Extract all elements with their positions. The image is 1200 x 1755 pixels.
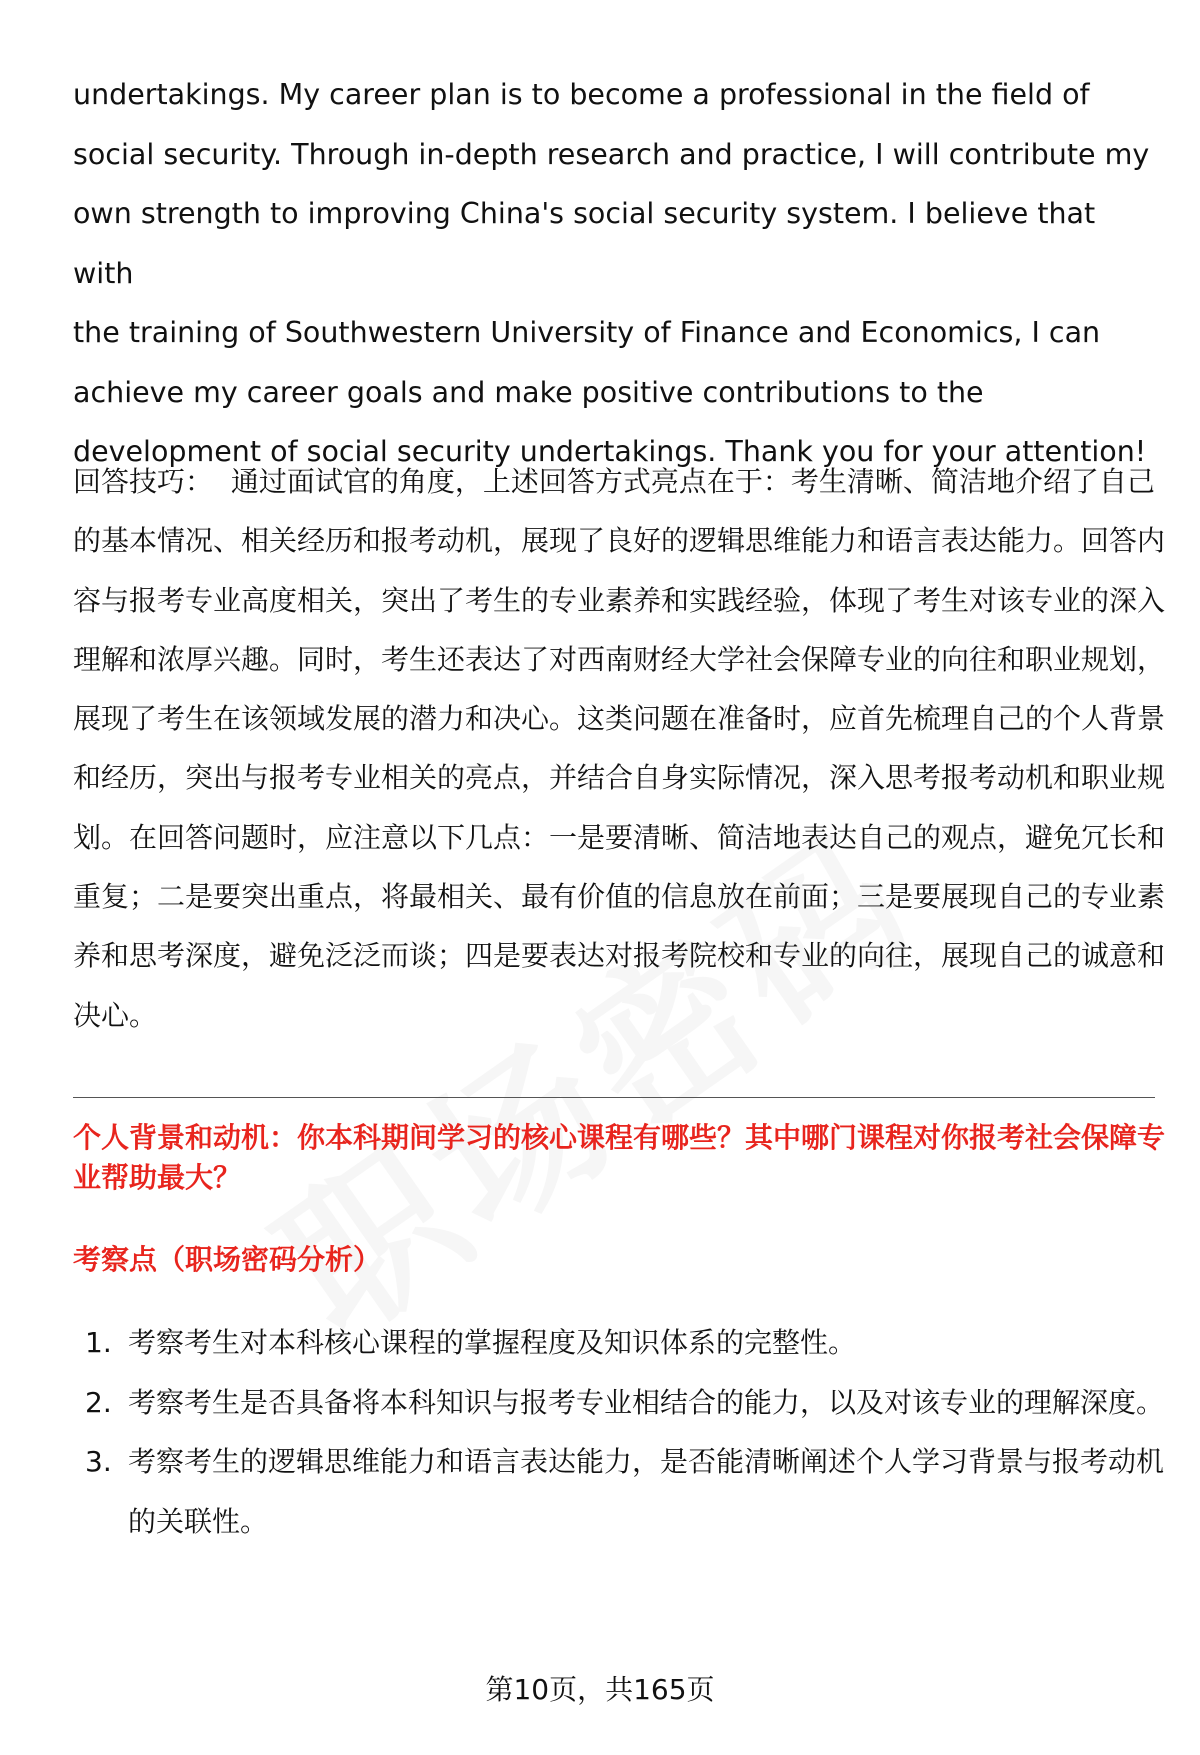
list-item-text: 考察考生对本科核心课程的掌握程度及知识体系的完整性。 xyxy=(128,1326,857,1359)
list-item-number: 3. xyxy=(85,1445,112,1478)
list-item-text: 考察考生的逻辑思维能力和语言表达能力，是否能清晰阐述个人学习背景与报考动机的关联性。 xyxy=(128,1445,1165,1538)
answer-tips-paragraph xyxy=(73,452,1168,1045)
list-item-number: 2. xyxy=(85,1385,112,1419)
section-divider xyxy=(73,1097,1155,1098)
question-heading: 个人背景和动机：你本科期间学习的核心课程有哪些？其中哪门课程对你报考社会保障专业帮助最大？ xyxy=(73,1121,1166,1194)
list-item-number: 1. xyxy=(85,1326,112,1359)
list-item xyxy=(73,1373,1168,1433)
list-item-text: 考察考生是否具备将本科知识与报考专业相结合的能力，以及对该专业的理解深度。 xyxy=(128,1385,1165,1419)
answer-tips-label: 回答技巧： xyxy=(73,465,214,498)
assessment-points-list xyxy=(73,1313,1168,1551)
list-item xyxy=(73,1432,1168,1551)
assessment-points-heading: 考察点（职场密码分析） xyxy=(73,1243,382,1276)
english-paragraph: undertakings. My career plan is to become a professional in the field of social security. Through in-depth research and practice, I will contribute my own strength to improving China's social security system. I believe that with the training of Southwestern University of Finance and Economics, I can achieve my career goals and make positive contributions to the development of social security undertakings. Thank you for your attention! xyxy=(73,78,1150,468)
page-number-footer: 第10页，共165页 xyxy=(485,1673,715,1706)
list-item xyxy=(73,1313,1168,1373)
answer-tips-text: 通过面试官的角度，上述回答方式亮点在于：考生清晰、简洁地介绍了自己的基本情况、相关经历和报考动机，展现了良好的逻辑思维能力和语言表达能力。回答内容与报考专业高度相关，突出了考生的专业素养和实践经验，体现了考生对该专业的深入理解和浓厚兴趣。同时，考生还表达了对西南财经大学社会保障专业的向往和职业规划，展现了考生在该领域发展的潜力和决心。这类问题在准备时，应首先梳理自己的个人背景和经历，突出与报考专业相关的亮点，并结合自身实际情况，深入思考报考动机和职业规划。在回答问题时，应注意以下几点：一是要清晰、简洁地表达自己的观点，避免冗长和重复；二是要突出重点，将最相关、最有价值的信息放在前面；三是要展现自己的专业素养和思考深度，避免泛泛而谈；四是要表达对报考院校和专业的向往，展现自己的诚意和决心。 xyxy=(73,465,1166,1032)
